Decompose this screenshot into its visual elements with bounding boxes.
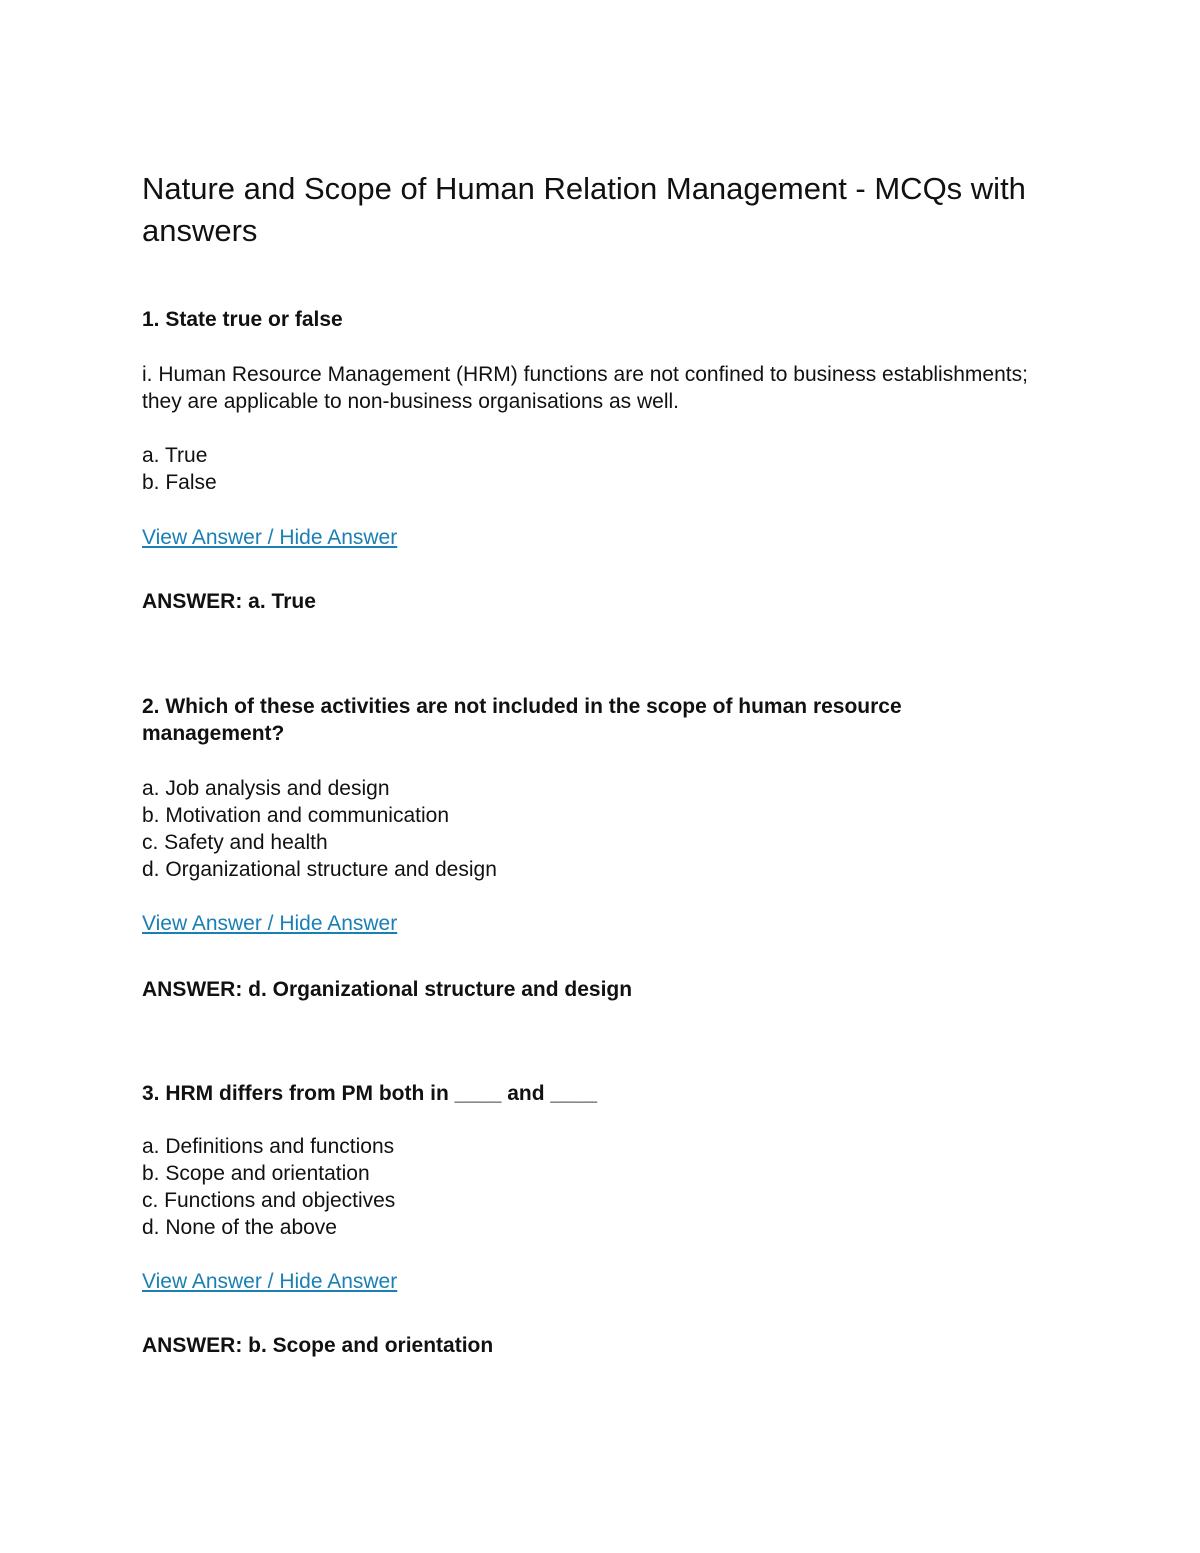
option-item: a. Definitions and functions [142, 1135, 395, 1158]
option-item: d. None of the above [142, 1216, 337, 1239]
answer-label: ANSWER [142, 978, 236, 1001]
answer-label: ANSWER [142, 1334, 236, 1357]
answer-value: : d. Organizational structure and design [235, 978, 633, 1001]
answer-label: ANSWER [142, 590, 236, 613]
question-stem: i. Human Resource Management (HRM) functions are not confined to business establishments; they are applicable to non-business organisations as well. [142, 363, 1028, 413]
option-item: c. Safety and health [142, 831, 328, 854]
option-item: c. Functions and objectives [142, 1189, 396, 1212]
view-answer-link[interactable]: View Answer / Hide Answer [142, 1270, 398, 1293]
answer-text [142, 588, 1042, 615]
answer-value: : b. Scope and orientation [235, 1334, 494, 1357]
option-item: b. Motivation and communication [142, 804, 449, 827]
page-title: Nature and Scope of Human Relation Management - MCQs with answers [142, 171, 1026, 248]
option-list [142, 1133, 1042, 1241]
document-page [142, 168, 1042, 1359]
question-heading: 1. State true or false [142, 308, 343, 331]
option-list [142, 442, 1042, 496]
option-item: a. True [142, 444, 208, 467]
answer-value: : a. True [235, 590, 316, 613]
option-item: d. Organizational structure and design [142, 858, 497, 881]
question-1 [142, 306, 1042, 615]
question-3 [142, 1080, 1042, 1359]
answer-text [142, 976, 1042, 1003]
question-heading: 2. Which of these activities are not included in the scope of human resource management? [142, 695, 902, 745]
option-item: a. Job analysis and design [142, 777, 390, 800]
view-answer-link[interactable]: View Answer / Hide Answer [142, 526, 398, 549]
option-list [142, 775, 1042, 883]
answer-text [142, 1332, 1042, 1359]
view-answer-link[interactable]: View Answer / Hide Answer [142, 912, 398, 935]
option-item: b. False [142, 471, 217, 494]
question-2 [142, 693, 1042, 1003]
option-item: b. Scope and orientation [142, 1162, 370, 1185]
question-heading: 3. HRM differs from PM both in ____ and ____ [142, 1082, 598, 1105]
